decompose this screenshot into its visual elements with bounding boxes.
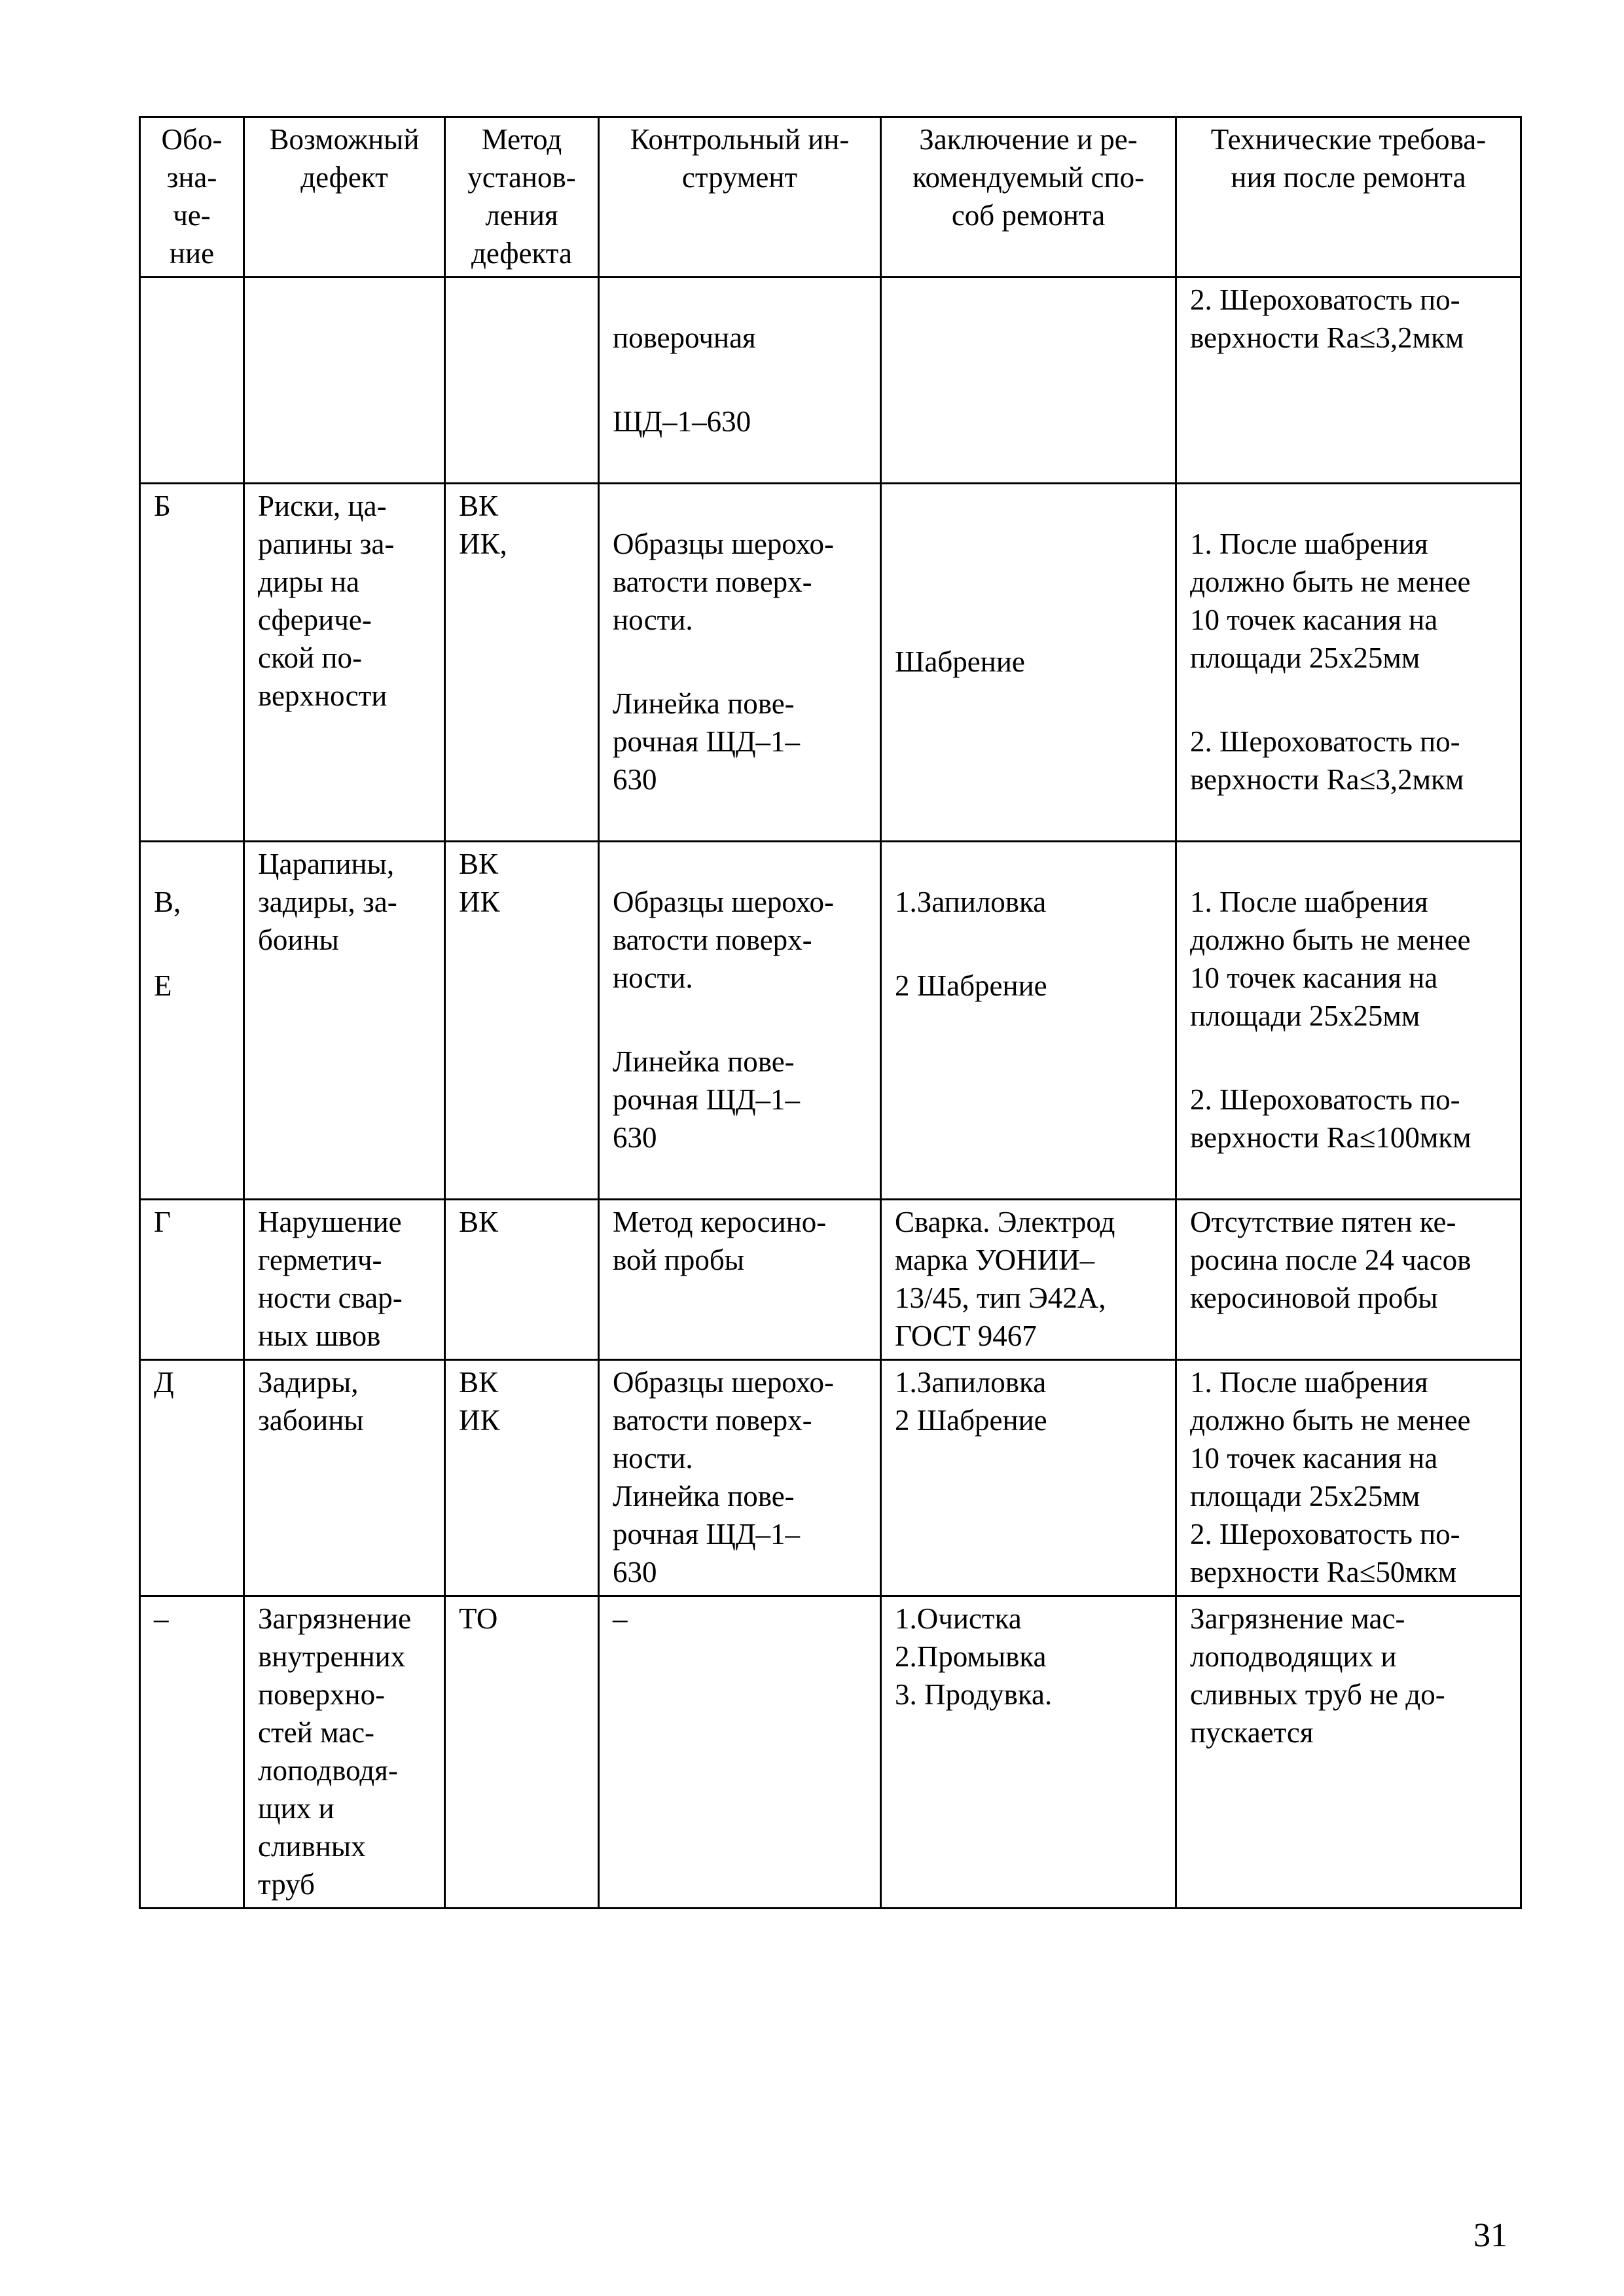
cell-requirements-part1: 1. После шабрения должно быть не менее 10 точек касания на площади 25х25мм <box>1190 886 1471 1032</box>
cell-requirements-part1: 1. После шабрения должно быть не менее 10 точек касания на площади 25х25мм <box>1190 528 1471 674</box>
cell-tool: Метод керосино- вой пробы <box>599 1200 881 1360</box>
header-control-tool: Контрольный ин- струмент <box>599 117 881 278</box>
header-repair-method: Заключение и ре- комендуемый спо- соб ремонта <box>881 117 1176 278</box>
cell-code: Б <box>140 484 244 842</box>
cell-tool-part2: Линейка пове- рочная ЩД–1– 630 <box>613 687 801 796</box>
cell-repair-part1: 1.Запиловка <box>895 886 1047 918</box>
cell-requirements-part2: 2. Шероховатость по- верхности Ra≤100мкм <box>1190 1083 1471 1154</box>
page-number: 31 <box>1473 2217 1507 2254</box>
cell-method: ВК ИК <box>445 1360 599 1596</box>
cell-defect: Нарушение герметич- ности свар- ных швов <box>244 1200 445 1360</box>
cell-requirements: Загрязнение мас- лоподводящих и сливных труб не до- пускается <box>1176 1596 1521 1909</box>
cell-repair: Шабрение <box>881 484 1176 842</box>
cell-requirements: 2. Шероховатость по- верхности Ra≤3,2мкм <box>1176 278 1521 484</box>
cell-code: – <box>140 1596 244 1909</box>
table-header-row <box>140 117 1521 278</box>
cell-defect: Риски, ца- рапины за- диры на сфериче- ской по- верхности <box>244 484 445 842</box>
cell-requirements: 1. После шабрения должно быть не менее 10 точек касания на площади 25х25мм 2. Шероховатость по- верхности Ra≤50мкм <box>1176 1360 1521 1596</box>
cell-requirements <box>1176 842 1521 1200</box>
cell-defect <box>244 278 445 484</box>
cell-code <box>140 278 244 484</box>
cell-tool-part1: поверочная <box>613 321 756 354</box>
table-row <box>140 1360 1521 1596</box>
cell-repair <box>881 842 1176 1200</box>
cell-repair: 1.Очистка 2.Промывка 3. Продувка. <box>881 1596 1176 1909</box>
table-row <box>140 1596 1521 1909</box>
table-row <box>140 278 1521 484</box>
cell-requirements <box>1176 484 1521 842</box>
defect-table <box>139 116 1522 1909</box>
cell-tool: Образцы шерохо- ватости поверх- ности. Линейка пове- рочная ЩД–1– 630 <box>599 1360 881 1596</box>
cell-code-part1: В, <box>154 886 181 918</box>
table-row <box>140 484 1521 842</box>
table-row <box>140 1200 1521 1360</box>
cell-requirements-part2: 2. Шероховатость по- верхности Ra≤3,2мкм <box>1190 725 1464 796</box>
cell-code: Г <box>140 1200 244 1360</box>
cell-tool-part1: Образцы шерохо- ватости поверх- ности. <box>613 528 834 636</box>
cell-repair <box>881 278 1176 484</box>
cell-tool-part2: ЩД–1–630 <box>613 405 751 438</box>
cell-code <box>140 842 244 1200</box>
cell-code: Д <box>140 1360 244 1596</box>
table-row <box>140 842 1521 1200</box>
cell-method: ВК <box>445 1200 599 1360</box>
cell-defect: Задиры, забоины <box>244 1360 445 1596</box>
cell-repair: Сварка. Электрод марка УОНИИ– 13/45, тип Э42А, ГОСТ 9467 <box>881 1200 1176 1360</box>
cell-code-part2: Е <box>154 969 172 1002</box>
cell-tool-part1: Образцы шерохо- ватости поверх- ности. <box>613 886 834 994</box>
cell-tool <box>599 842 881 1200</box>
cell-method: ВК ИК, <box>445 484 599 842</box>
cell-tool <box>599 484 881 842</box>
cell-defect: Загрязнение внутренних поверхно- стей мас- лоподводя- щих и сливных труб <box>244 1596 445 1909</box>
cell-tool: – <box>599 1596 881 1909</box>
cell-method <box>445 278 599 484</box>
header-detection-method: Метод установ- ления дефекта <box>445 117 599 278</box>
cell-repair-part2: 2 Шабрение <box>895 969 1047 1002</box>
cell-method: ТО <box>445 1596 599 1909</box>
cell-tool <box>599 278 881 484</box>
header-designation: Обо- зна- че- ние <box>140 117 244 278</box>
cell-requirements: Отсутствие пятен ке- росина после 24 часов керосиновой пробы <box>1176 1200 1521 1360</box>
cell-repair: 1.Запиловка 2 Шабрение <box>881 1360 1176 1596</box>
header-requirements: Технические требова- ния после ремонта <box>1176 117 1521 278</box>
cell-tool-part2: Линейка пове- рочная ЩД–1– 630 <box>613 1045 801 1154</box>
cell-method: ВК ИК <box>445 842 599 1200</box>
header-defect: Возможный дефект <box>244 117 445 278</box>
cell-defect: Царапины, задиры, за- боины <box>244 842 445 1200</box>
